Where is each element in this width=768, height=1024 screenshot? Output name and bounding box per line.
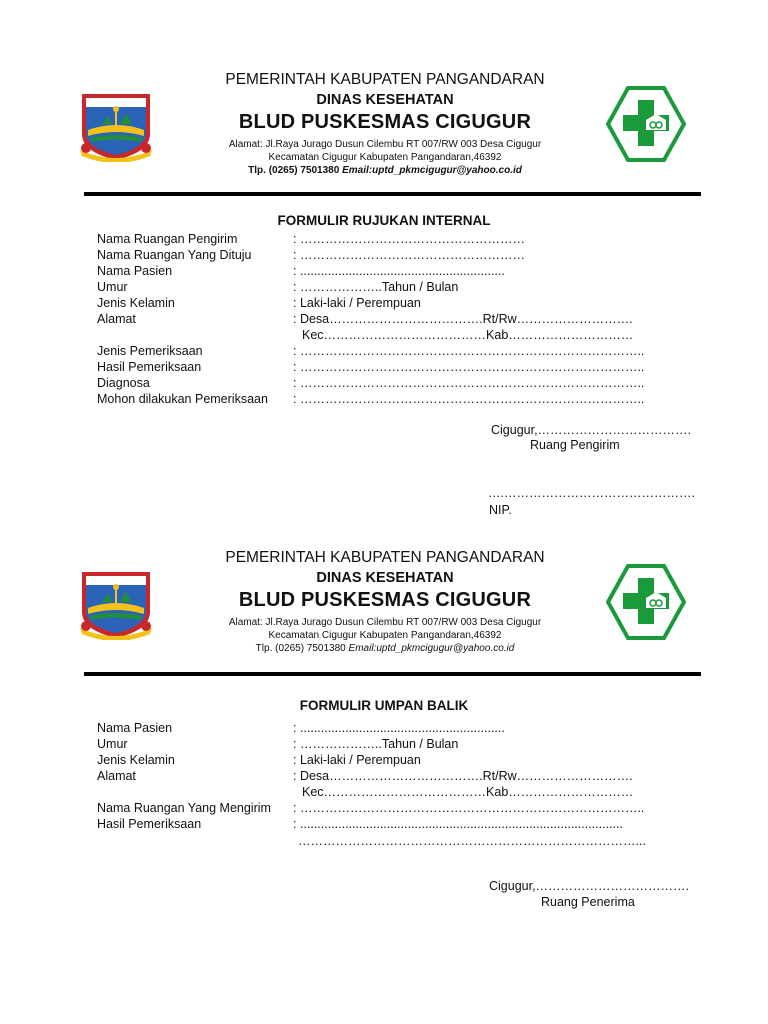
field-value: : Laki-laki / Perempuan bbox=[293, 296, 421, 310]
form-title-umpan-balik: FORMULIR UMPAN BALIK bbox=[299, 698, 469, 713]
form-row-continuation bbox=[302, 784, 633, 800]
department-heading: DINAS KESEHATAN bbox=[316, 570, 454, 586]
sender-role: Ruang Pengirim bbox=[530, 438, 620, 452]
form-row bbox=[97, 736, 458, 752]
form-row bbox=[97, 295, 421, 311]
institution-heading: BLUD PUSKESMAS CIGUGUR bbox=[238, 111, 532, 133]
field-label: Umur bbox=[97, 280, 128, 294]
address-line-2: Kecamatan Cigugur Kabupaten Pangandaran,46392 bbox=[268, 630, 502, 641]
form-row-continuation bbox=[298, 833, 646, 849]
field-value: : ………………..Tahun / Bulan bbox=[293, 280, 459, 294]
field-label: Nama Ruangan Yang Mengirim bbox=[97, 801, 271, 815]
field-label: Nama Ruangan Pengirim bbox=[97, 232, 238, 246]
email-address: Email:uptd_pkmcigugur@yahoo.co.id bbox=[342, 165, 522, 176]
field-label: Nama Pasien bbox=[97, 264, 173, 278]
institution-heading: BLUD PUSKESMAS CIGUGUR bbox=[238, 589, 532, 611]
form-row bbox=[97, 311, 633, 327]
puskesmas-cross-logo bbox=[606, 86, 686, 167]
place-date: Cigugur,………………………………. bbox=[491, 423, 692, 437]
field-value: : Laki-laki / Perempuan bbox=[293, 753, 421, 767]
receiver-role: Ruang Penerima bbox=[541, 895, 635, 909]
place-date: Cigugur,………………………………. bbox=[489, 879, 690, 893]
field-value: : ............................................................................................. bbox=[293, 817, 623, 831]
form-row-continuation bbox=[302, 327, 633, 343]
field-label: Nama Pasien bbox=[97, 721, 173, 735]
department-heading: DINAS KESEHATAN bbox=[316, 92, 454, 108]
field-label: Alamat bbox=[97, 769, 136, 783]
kabupaten-crest-logo bbox=[78, 568, 154, 645]
field-label: Hasil Pemeriksaan bbox=[97, 817, 202, 831]
form-row bbox=[97, 343, 644, 359]
field-value: : ……………………………………………………………………….. bbox=[293, 392, 645, 406]
email-address: Email:uptd_pkmcigugur@yahoo.co.id bbox=[348, 643, 515, 654]
field-label: Jenis Pemeriksaan bbox=[97, 344, 203, 358]
field-label: Jenis Kelamin bbox=[97, 296, 175, 310]
form-row bbox=[97, 391, 644, 407]
field-value: : ……………………………………………………………………….. bbox=[293, 344, 645, 358]
form-row bbox=[97, 231, 525, 247]
field-value: : ........................................................... bbox=[293, 264, 505, 278]
field-label: Jenis Kelamin bbox=[97, 753, 175, 767]
form-row bbox=[97, 800, 644, 816]
contact-line bbox=[170, 164, 600, 177]
header-divider bbox=[84, 192, 701, 196]
field-label: Umur bbox=[97, 737, 128, 751]
field-value: Kec…………………………………Kab………………………… bbox=[302, 328, 634, 342]
field-label: Alamat bbox=[97, 312, 136, 326]
field-value: : Desa……………………………….Rt/Rw………………………. bbox=[293, 769, 633, 783]
field-label: Mohon dilakukan Pemeriksaan bbox=[97, 392, 268, 406]
field-label: Hasil Pemeriksaan bbox=[97, 360, 202, 374]
phone-number: Tlp. (0265) 7501380 bbox=[248, 165, 340, 176]
field-value: ………………………………………………………………………... bbox=[298, 834, 646, 848]
field-value: : ……………………………………………………………………….. bbox=[293, 360, 645, 374]
field-value: : ……………………………………………… bbox=[293, 232, 525, 246]
form-row bbox=[97, 359, 644, 375]
form-row bbox=[97, 279, 458, 295]
header-divider bbox=[84, 672, 701, 676]
government-heading: PEMERINTAH KABUPATEN PANGANDARAN bbox=[225, 549, 545, 566]
field-label: Nama Ruangan Yang Dituju bbox=[97, 248, 252, 262]
field-value: : ………………..Tahun / Bulan bbox=[293, 737, 459, 751]
nip-label: NIP. bbox=[489, 503, 512, 517]
form-row bbox=[97, 768, 633, 784]
field-value: : ……………………………………………… bbox=[293, 248, 525, 262]
field-value: : ……………………………………………………………………….. bbox=[293, 376, 645, 390]
puskesmas-cross-logo bbox=[606, 564, 686, 645]
form-row bbox=[97, 752, 421, 768]
crest-top-label: KAB. PANGANDARAN bbox=[90, 97, 136, 102]
phone-number: Tlp. (0265) 7501380 bbox=[255, 643, 346, 654]
form-row bbox=[97, 816, 623, 832]
address-line-1: Alamat: Jl.Raya Jurago Dusun Cilembu RT 007/RW 003 Desa Cigugur bbox=[228, 617, 542, 628]
government-heading: PEMERINTAH KABUPATEN PANGANDARAN bbox=[225, 71, 545, 88]
form-row bbox=[97, 263, 505, 279]
address-line-1: Alamat: Jl.Raya Jurago Dusun Cilembu RT 007/RW 003 Desa Cigugur bbox=[228, 139, 542, 150]
field-value: : Desa……………………………….Rt/Rw………………………. bbox=[293, 312, 633, 326]
form-row bbox=[97, 375, 644, 391]
field-value: : ........................................................... bbox=[293, 721, 505, 735]
signature-line: ….………………………………………. bbox=[488, 486, 695, 500]
form-row bbox=[97, 720, 505, 736]
form-title-rujukan: FORMULIR RUJUKAN INTERNAL bbox=[277, 213, 491, 228]
field-label: Diagnosa bbox=[97, 376, 150, 390]
field-value: : ……………………………………………………………………….. bbox=[293, 801, 645, 815]
field-value: Kec…………………………………Kab………………………… bbox=[302, 785, 634, 799]
form-row bbox=[97, 247, 525, 263]
contact-line bbox=[170, 642, 600, 655]
address-line-2: Kecamatan Cigugur Kabupaten Pangandaran,46392 bbox=[268, 152, 502, 163]
